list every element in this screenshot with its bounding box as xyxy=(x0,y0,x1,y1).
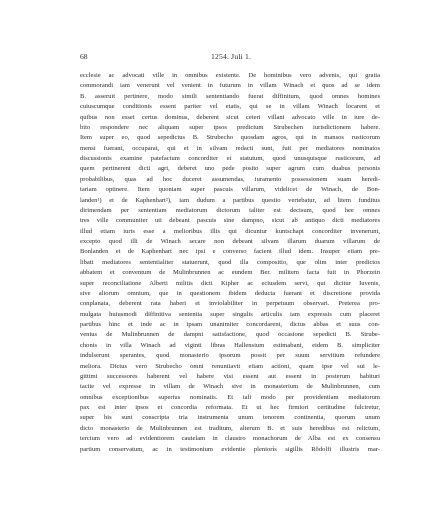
text-line: ecclesie ac advocati ville in omnibus existente. De hominibus vero advenis, qui gratia xyxy=(80,72,380,79)
text-line: meliora. Dictus vero Strubecho omni renuntiavit etiam actioni, quam ipse vel sui le- xyxy=(80,362,380,370)
text-line: mensi fuerant, occuparat, qui et in silvam redacti sunt, fuit per mediatores nominatos xyxy=(80,144,380,152)
text-line: mulgata huiusmodi diffinitiva sententia super singulis articulis iam expressis cum placeret xyxy=(80,310,380,318)
text-line: probabilibus, quas ad hoc duceret assumendas, iuramento possessionem suam heredi- xyxy=(80,175,380,183)
text-line: landen¹) et de Kaphenhart²), iam dudum a partibus questio vertebatur, ad litem funditus xyxy=(80,196,380,204)
text-line: tacite vel expresse in villam de Winach sive in monasterium de Mulinbrunnen, cum xyxy=(80,383,380,391)
text-line: tres ville communiter uti debeant pascuis sine dampno, sicut ab antiquo dicti mediatores xyxy=(80,217,380,225)
text-line: partium conservatum, ac in testimonium evidentie pleniorís sigillis Rŏdolfi illustris mar- xyxy=(80,445,380,453)
text-line: dicto monasterio de Mulinbrunnen est traditum, alterum B. et suis heredibus est relictum, xyxy=(80,424,380,432)
text-line: chonis in villa Winach ad viginti libras Hallensium estimabant, eidem B. simpliciter xyxy=(80,341,380,349)
text-line: tariam optinere. Item quoniam super pascuis villarum, videlicet de Winach, de Bon- xyxy=(80,186,380,194)
text-line: quibus non esset certus dominus, deberent sicut ceteri villani advocato ville in iure de- xyxy=(80,113,380,121)
text-line: quem pertinerent dicti agri, deberet uno pede posito super agrum cum duabus personis xyxy=(80,165,380,173)
text-line: tercium vero ad evidentiorem cautelam in claustro monachorum de Alba est ex consensu xyxy=(80,435,380,443)
text-line: commorandi iam venerunt vel venient in futurum in villam Winach et quos ad se idem xyxy=(80,82,380,90)
text-line: excepto quod illi de Winach secare non debeant silvam illarum duarum villarum de xyxy=(80,238,380,245)
text-line: bito respondere nec aliquam super ipsos predictum Strubechen iurisdictionem habere. xyxy=(80,123,380,131)
running-head xyxy=(80,52,380,62)
header-date: 1254. Juli 1. xyxy=(211,52,252,61)
text-line: B. asseruit pertinere, modo simili sententiando fuerat diffinitum, quod omnes homines xyxy=(80,92,380,100)
body-text xyxy=(80,71,380,455)
text-line: Bonlanden et de Kaphenhart nec ipsi e converso facient illud idem. Insuper etiam pre- xyxy=(80,248,380,256)
text-line: omnibus exceptionibus superius nominatis. Et tali modo per providentiam mediatorum xyxy=(80,393,380,401)
text-line: partibus hinc et inde ac in ipsam unanimiter concordarent, dictus abbas et suus con- xyxy=(80,321,380,328)
text-line: super his sunt conscripta tria instrumenta unum tenorem continentia, quorum unum xyxy=(80,414,380,422)
text-line: super reconciliatione Alberti militis dicti Kipher ac eciusdem servi, qui dicitur Iuvenis, xyxy=(80,279,380,287)
text-line: sive aliorum omnium, que in questionem ibidem deducta fuerant et discretione provida xyxy=(80,289,380,297)
text-line: ventus de Mulinbrunnen de dampni satisfactione, quod occasione sepedicti B. Strube- xyxy=(80,331,380,339)
text-line: libati mediatores sententialiter statuerunt, quod illa compositio, que olim inter predictos xyxy=(80,258,380,266)
text-line: discussionis examine patefactum concorditer et statutum, quod unusquisque rusticorum, ad xyxy=(80,155,380,162)
text-line: illud etiam iuris esse a melioribus illis qui dicuntur kuntschapt concorditer invenerunt, xyxy=(80,227,380,235)
text-line: indulserunt sperantes, quod monasterio ipsorum possit per suum servitium refundere xyxy=(80,352,380,360)
text-line: Item super eo, quod sepedictus B. Strubecho quosdam agros, qui in mansos rusticorum xyxy=(80,134,380,142)
page-number: 68 xyxy=(80,52,88,61)
text-line: cuiuscumque conditionis essent pariter vel etatis, qui se in villam Winach locarent et xyxy=(80,103,380,111)
text-line: dirimendam per sententiam mediatorum dictorum taliter est decisum, quod hee omnes xyxy=(80,206,380,214)
text-line: abbatem et conventum de Mulinbrunnen ac eundem Ber. militem facta fuit in Phorzein xyxy=(80,269,380,277)
text-line: conplanata, deberent rata haberi et inviolabiliter in perpetuum observari. Preterea pro- xyxy=(80,300,380,308)
text-line: gittimi successores haberent vel habere visi essent aut essent in posterum habituri xyxy=(80,372,380,380)
text-line: pax est inter ipsos et concordia reformata. Et ut hec firmiori certitudine fulciretur, xyxy=(80,404,380,411)
